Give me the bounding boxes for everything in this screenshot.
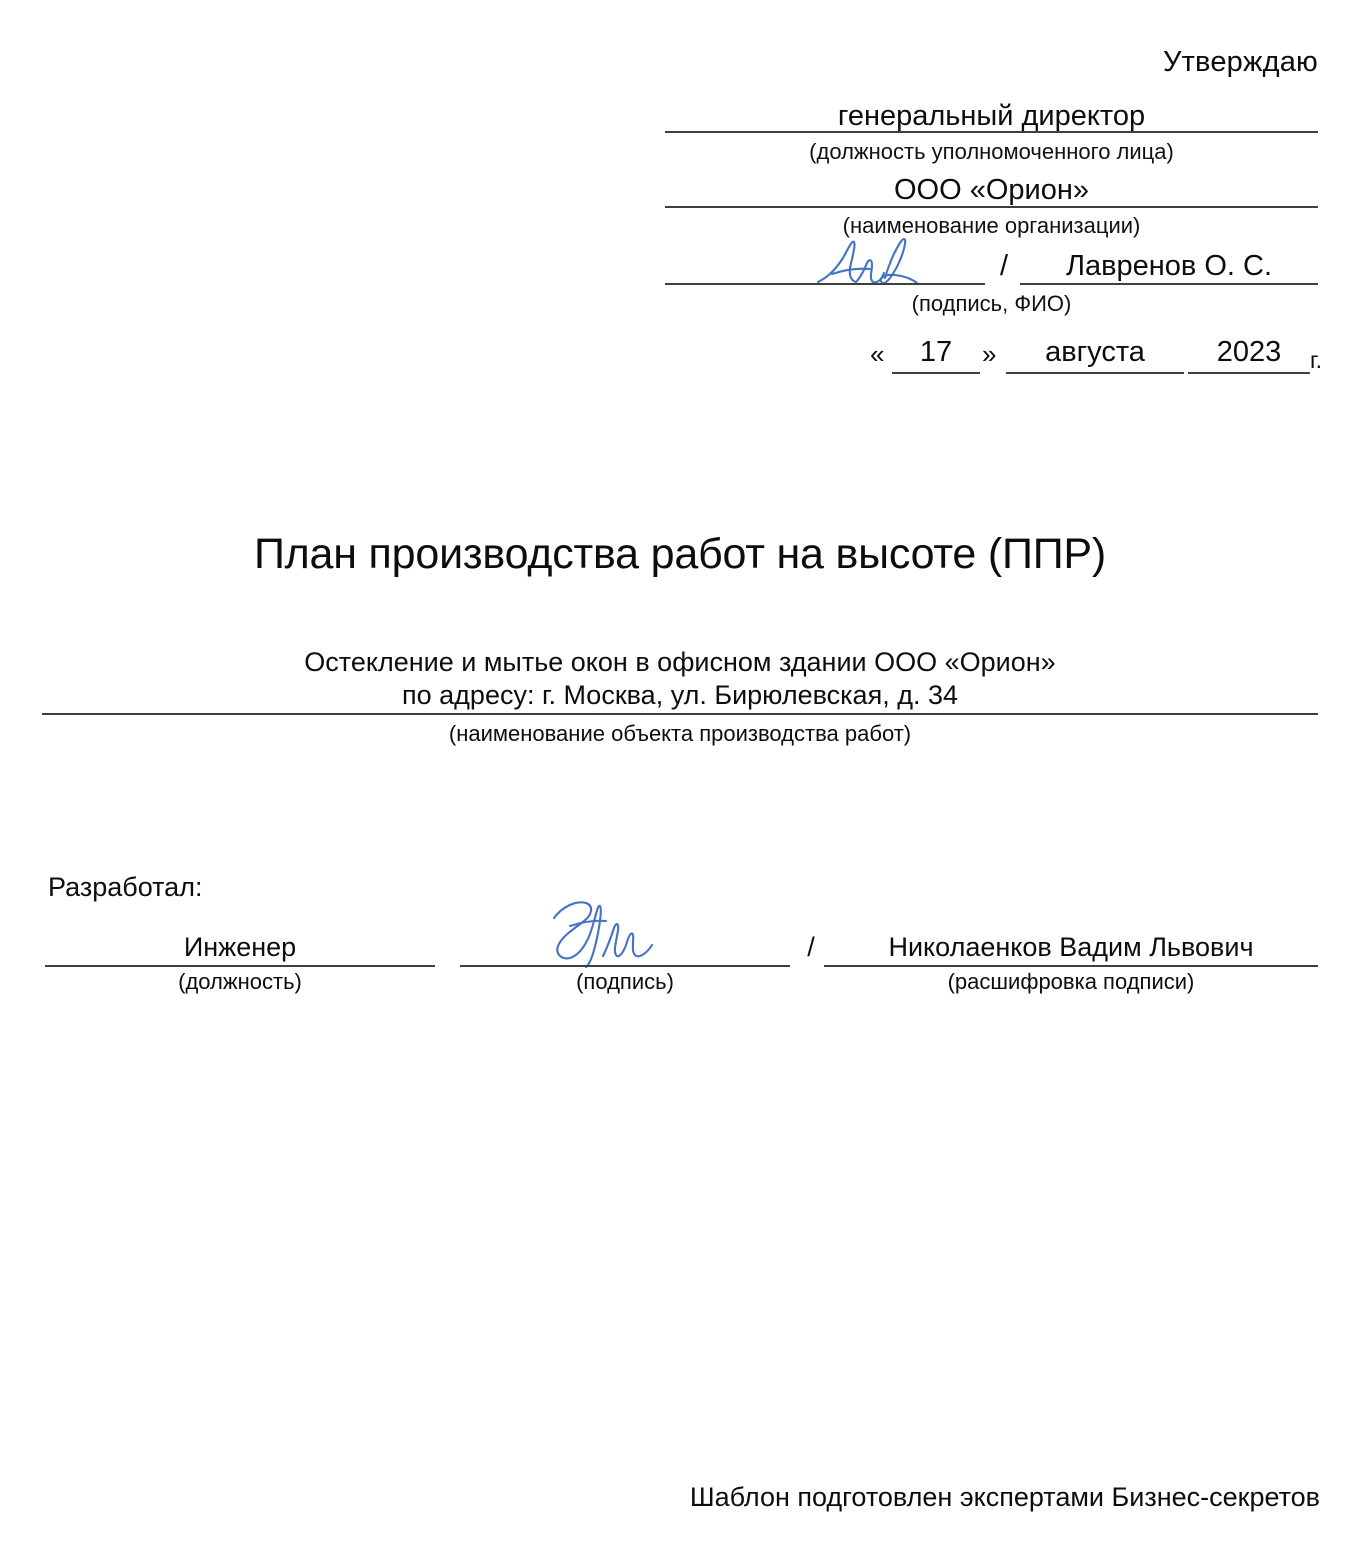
object-rule — [42, 713, 1318, 715]
approval-name-rule — [1020, 283, 1318, 285]
object-line-2: по адресу: г. Москва, ул. Бирюлевская, д. 34 — [402, 680, 958, 710]
developer-signature-caption: (подпись) — [576, 969, 674, 994]
approval-separator: / — [999, 250, 1009, 282]
developer-signature-rule — [460, 965, 790, 967]
date-day-value: 17 — [919, 336, 953, 368]
date-year-suffix: г. — [1310, 347, 1322, 373]
date-day-rule — [892, 372, 980, 374]
object-line-1: Остекление и мытье окон в офисном здании ООО «Орион» — [304, 647, 1056, 677]
approval-signature-rule — [665, 283, 985, 285]
page-title: План производства работ на высоте (ППР) — [253, 530, 1107, 578]
date-month-value: августа — [1045, 336, 1145, 368]
approval-organization-rule — [665, 206, 1318, 208]
developer-position-value: Инженер — [183, 932, 297, 962]
approval-organization-caption: (наименование организации) — [842, 213, 1141, 238]
date-quote-close: » — [982, 339, 997, 369]
approval-position-value: генеральный директор — [837, 100, 1146, 132]
developer-label: Разработал: — [48, 872, 203, 902]
developer-position-rule — [45, 965, 435, 967]
approval-position-caption: (должность уполномоченного лица) — [809, 139, 1174, 164]
developer-position-caption: (должность) — [178, 969, 302, 994]
date-quote-open: « — [870, 339, 885, 369]
developer-name-caption: (расшифровка подписи) — [947, 969, 1195, 994]
date-month-rule — [1006, 372, 1184, 374]
approval-heading: Утверждаю — [1162, 46, 1318, 78]
engineer-signature-icon — [548, 898, 678, 970]
approval-name-value: Лавренов О. С. — [1065, 250, 1273, 282]
date-year-rule — [1188, 372, 1310, 374]
approval-position-rule — [665, 131, 1318, 133]
date-year-value: 2023 — [1216, 336, 1282, 368]
object-caption: (наименование объекта производства работ) — [448, 721, 912, 746]
footer-note: Шаблон подготовлен экспертами Бизнес-секретов — [689, 1482, 1320, 1512]
approval-signature-caption: (подпись, ФИО) — [911, 291, 1072, 316]
developer-separator: / — [807, 932, 815, 962]
developer-name-value: Николаенков Вадим Львович — [888, 932, 1254, 962]
developer-name-rule — [824, 965, 1318, 967]
approval-organization-value: ООО «Орион» — [893, 174, 1089, 206]
